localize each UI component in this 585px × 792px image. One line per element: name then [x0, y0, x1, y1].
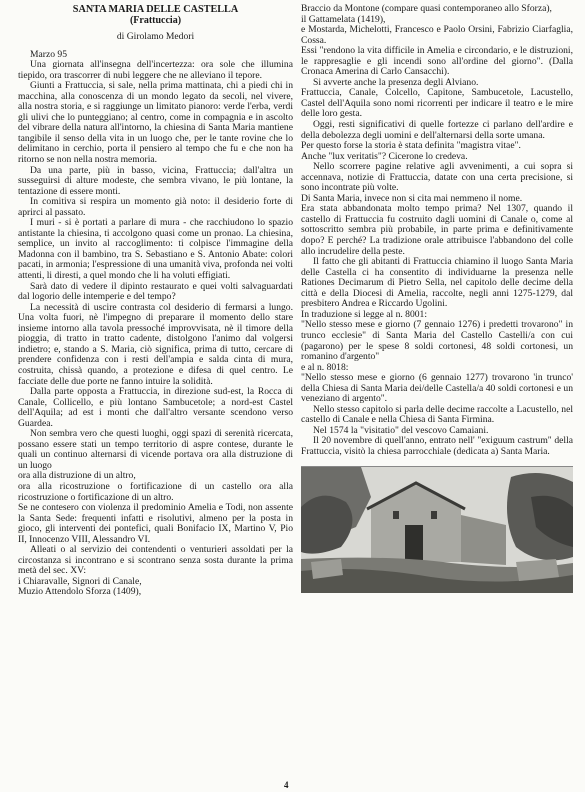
paragraph: Nel 1574 la "visitatio" del vescovo Camaiani. [313, 424, 489, 436]
paragraph: i Chiaravalle, Signori di Canale, [18, 575, 142, 587]
paragraph: In traduzione si legge al n. 8001: [301, 308, 428, 320]
paragraph: Il fatto che gli abitanti di Frattuccia chiamino il luogo Santa Maria delle Castella ci ha consentito di individuarne la presenza nelle Rationes Decimarum di Pietro Sella, nel capitolo delle decime della città e della Diocesi di Amelia, raccolte, negli anni 1275-1279, dal presbitero Andrea e Riccardo Ugolini. [301, 256, 573, 310]
paragraph: Braccio da Montone (compare quasi contemporaneo allo Sforza), [301, 3, 552, 14]
article-subtitle: (Frattuccia) [129, 15, 182, 26]
paragraph: ora alla ricostruzione o fortificazione di un castello ora alla ricostruzione o fortificazione di un altro. [18, 480, 293, 503]
paragraph: Sarà dato di vedere il dipinto restaurato e quei volti salvaguardati dal logorio delle intemperie e del tempo? [18, 280, 293, 303]
paragraph: e al n. 8018: [301, 361, 349, 373]
paragraph: Anche "lux veritatis"? Cicerone lo credeva. [301, 150, 468, 162]
paragraph: Una giornata all'insegna dell'incertezza: ora sole che illumina tiepido, ora trascorrer di nubi leggere che ne alleviano il tepore. [18, 59, 293, 81]
paragraph: Nello scorrere pagine relative agli avvenimenti, a cui sopra si accennava, notizie di Frattuccia, datate con una certa precisione, si sono incontrate più volte. [301, 161, 573, 194]
article-author: di Girolamo Medori [116, 31, 195, 42]
paragraph: Per questo forse la storia è stata definita "magistra vitae". [301, 140, 521, 152]
paragraph: Giunti a Frattuccia, si sale, nella prima mattinata, chi a piedi chi in macchina, alla conoscenza di un mondo legato da secoli, nel vivere, alla nostra storia, e si raggiunge un limitato pianoro: verde l'erba, verdi gli ulivi che lo punteggiano; al centro, come in compagnia e in ascolto del vibrare della natura all'intorno, la chiesina di Santa Maria mantiene tangibile il senso della vita in un luogo che, per le tante rovine che lo delimitano in cerchio, porta il pensiero al tempo che fu e che non ha ritorno se non nella nostra memoria. [18, 80, 293, 166]
page-number: 4 [284, 780, 289, 790]
paragraph: Di Santa Maria, invece non si cita mai nemmeno il nome. [301, 192, 523, 204]
paragraph: Se ne contesero con violenza il predominio Amelia e Todi, non assente la Santa Sede: frequenti infatti e risolutivi, almeno per la posta in gioco, gli interventi dei pontefici, quali Bonifacio IX, Martino V, Pio II, Innocenzo VIII, Alessandro VI. [18, 502, 293, 545]
paragraph: Non sembra vero che questi luoghi, oggi spazi di serenità ricercata, possano essere stati un tempo territorio di aspre contese, durante le quali un continuo alternarsi di vicende portava ora alla distruzione di un luogo [18, 428, 293, 471]
paragraph: il Gattamelata (1419), [301, 13, 386, 25]
paragraph: Frattuccia, Canale, Colcello, Capitone, Sambucetole, Lacustello, Castel dell'Aquila sono nomi ricorrenti per indicare il teatro e le mire delle loro gesta. [301, 87, 573, 120]
paragraph: Alleati o al servizio dei contendenti o venturieri assoldati per la circostanza si incontrano e si scontrano senza sosta durante la prima metà del sec. XV: [18, 544, 293, 577]
paragraph: "Nello stesso mese e giorno (6 gennaio 1277) trovarono 'in trunco' della Chiesa di Santa Maria dei/delle Castella/a 40 soldi cortonesi e un veneziano di argento". [301, 372, 573, 405]
paragraph: Dalla parte opposta a Frattuccia, in direzione sud-est, la Rocca di Canale, Collicello, e più lontano Sambucetole; a nord-est Castel dell'Aquila; ad est i monti che dall'altro versante scendono verso Guardea. [18, 386, 293, 429]
paragraph: Essi "rendono la vita difficile in Amelia e circondario, e le distruzioni, le rappresaglie e gli incendi sono all'ordine del giorno". (Dalla Cronaca Amerina di Carlo Cansacchi). [301, 45, 573, 78]
church-photo [301, 466, 573, 593]
paragraph: Nello stesso capitolo si parla delle decime raccolte a Lacustello, nel castello di Canale e nella Chiesa di Santa Firmina. [301, 403, 573, 426]
paragraph: Si avverte anche la presenza degli Alviano. [313, 76, 479, 88]
right-column [301, 4, 573, 593]
paragraph-date: Marzo 95 [30, 48, 68, 60]
left-column [18, 4, 293, 598]
paragraph: "Nello stesso mese e giorno (7 gennaio 1276) i predetti trovarono" in trunco ecclesie" di Santa Maria del Castello Castelli/a con cui (pagarono) per le spese 8 soldi cortonesi, 48 soldi cortonesi, un romanino d'argento" [301, 319, 573, 363]
article-title: SANTA MARIA DELLE CASTELLA [72, 4, 239, 15]
paragraph: Oggi, resti significativi di quelle fortezze ci parlano dell'ardire e della debolezza degli uomini e dell'alternarsi della sorte umana. [301, 119, 573, 141]
paragraph: Il 20 novembre di quell'anno, entrato nell' "exiguum castrum" della Frattuccia, visitò la chiesa parrocchiale (dedicata a) Santa Maria. [301, 435, 573, 457]
paragraph: La necessità di uscire contrasta col desiderio di fermarsi a lungo. Una volta fuori, nè l'impegno di preparare il momento dello stare insieme intorno alla tavola pressoché improvvisata, nè il timore della pioggia, di tratto in tratto cadente, distolgono l'animo dal volgersi indietro; e, stando a S. Maria, ciò significa, prima di tutto, cercare di prendere confidenza con i resti dell'ampia e salda cinta di mura, costruita, chissà quando, a protezione e difesa di quel centro. Le facciate delle due porte ne fanno intuire la solidità. [18, 301, 293, 387]
paragraph: Era stata abbandonata molto tempo prima? Nel 1307, quando il castello di Frattuccia fu costruito dagli uomini di Canale o, come al sottoscritto sembra più probabile, in parte prima e definitivamente dopo? E perché? La tradizione orale attribuisce l'abbandono del colle allo incrudelire della peste. [301, 203, 573, 257]
church-photo-illustration [301, 467, 573, 593]
paragraph: Muzio Attendolo Sforza (1409), [18, 586, 142, 598]
paragraph: ora alla distruzione di un altro, [18, 470, 136, 482]
paragraph: e Mostarda, Michelotti, Francesco e Paolo Orsini, Fabrizio Ciarfaglia, Cossa. [301, 24, 573, 46]
paragraph: In comitiva si respira un momento già noto: il desiderio forte di aprirci al passato. [18, 196, 293, 218]
paragraph: Da una parte, più in basso, vicina, Frattuccia; dall'altra un susseguirsi di alture modeste, che sembra vivano, le più lontane, la tentazione di essere monti. [18, 164, 293, 197]
paragraph: I muri - si è portati a parlare di mura - che racchiudono lo spazio antistante la chiesina, ti accolgono quasi come un pronao. La chiesina, semplice, un invito al raccoglimento: ti colpisce l'immagine della Madonna con il bambino, tra S. Sebastiano e S. Antonio Abate: colori pacati, in armonia; l'espressione di una umanità viva, profonda nei volti attenti, li diresti, a quel mondo che li ha voluti effigiati. [18, 217, 293, 282]
